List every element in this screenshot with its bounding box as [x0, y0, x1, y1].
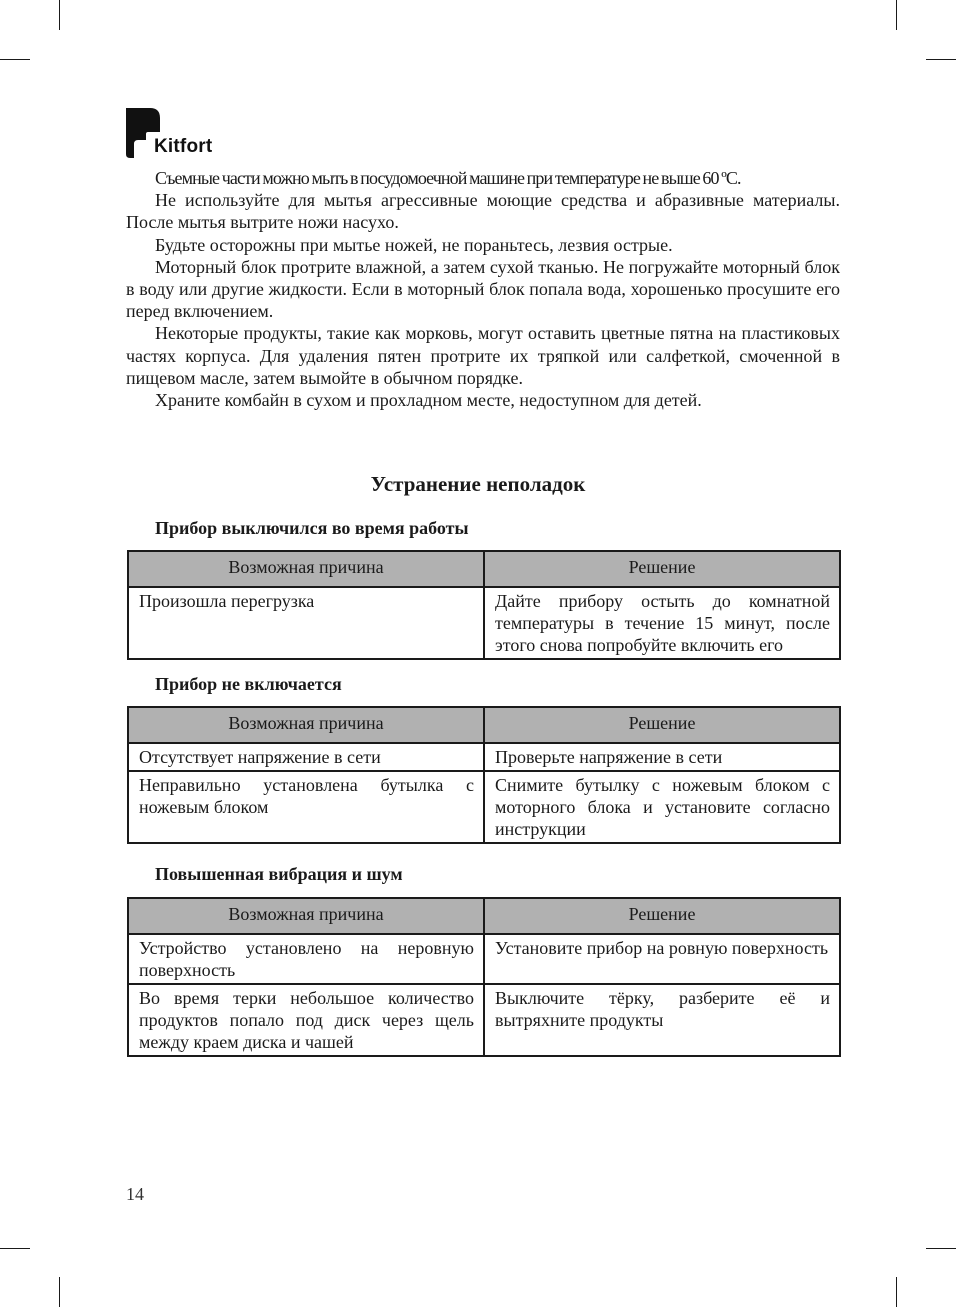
solution-cell: Выключите тёрку, разберите её и вытряхните продукты: [484, 984, 840, 1056]
solution-cell: Дайте прибору остыть до комнатной температуры в течение 15 минут, после этого снова попробуйте включить его: [484, 587, 840, 659]
paragraph: Съемные части можно мыть в посудомоечной машине при температуре не выше 60 ºС.: [155, 168, 741, 188]
header-solution: Решение: [484, 707, 840, 743]
cause-cell: Произошла перегрузка: [128, 587, 484, 659]
table-heading: Прибор не включается: [155, 674, 342, 694]
header-cause: Возможная причина: [128, 707, 484, 743]
paragraph: Некоторые продукты, такие как морковь, могут оставить цветные пятна на пластиковых частях корпуса. Для удаления пятен протрите их тряпкой или салфеткой, смоченной в пищевом масле, затем вымойте в обычном порядке.: [126, 323, 840, 388]
header-cause: Возможная причина: [128, 898, 484, 934]
solution-cell: Снимите бутылку с ножевым блоком с моторного блока и установите согласно инструкции: [484, 771, 840, 843]
page-number: 14: [126, 1184, 144, 1204]
cause-cell: Отсутствует напряжение в сети: [128, 743, 484, 771]
crop-mark: [896, 1277, 897, 1307]
crop-mark: [59, 1277, 60, 1307]
table-header-row: [128, 898, 840, 934]
crop-mark: [59, 0, 60, 30]
table-row: [128, 743, 840, 771]
table-heading: Прибор выключился во время работы: [155, 518, 469, 538]
cause-cell: Во время терки небольшое количество продуктов попало под диск через щель между краем диска и чашей: [128, 984, 484, 1056]
header-solution: Решение: [484, 551, 840, 587]
header-cause: Возможная причина: [128, 551, 484, 587]
paragraph: Будьте осторожны при мытье ножей, не пораньтесь, лезвия острые.: [155, 234, 673, 255]
table-header-row: [128, 707, 840, 743]
cause-cell: Неправильно установлена бутылка с ножевым блоком: [128, 771, 484, 843]
solution-cell: Установите прибор на ровную поверхность: [484, 934, 840, 984]
troubleshooting-table: [127, 706, 841, 844]
paragraph: Не используйте для мытья агрессивные моющие средства и абразивные материалы. После мытья вытрите ножи насухо.: [126, 190, 840, 233]
brand-name: Kitfort: [154, 136, 213, 157]
crop-mark: [0, 1248, 30, 1249]
table-row: [128, 934, 840, 984]
header-solution: Решение: [484, 898, 840, 934]
solution-cell: Проверьте напряжение в сети: [484, 743, 840, 771]
crop-mark: [0, 59, 30, 60]
paragraph: Моторный блок протрите влажной, а затем сухой тканью. Не погружайте моторный блок в воду или другие жидкости. Если в моторный блок попала вода, хорошенько просушите его перед включением.: [126, 256, 840, 322]
table-header-row: [128, 551, 840, 587]
paragraph: Храните комбайн в сухом и прохладном месте, недоступном для детей.: [155, 390, 702, 411]
crop-mark: [926, 1248, 956, 1249]
crop-mark: [926, 59, 956, 60]
table-row: [128, 771, 840, 843]
table-heading: Повышенная вибрация и шум: [155, 864, 403, 884]
care-instructions: [126, 167, 840, 411]
troubleshooting-table: [127, 550, 841, 660]
section-title: Устранение неполадок: [370, 472, 586, 496]
table-row: [128, 587, 840, 659]
crop-mark: [896, 0, 897, 30]
troubleshooting-table: [127, 897, 841, 1057]
cause-cell: Устройство установлено на неровную поверхность: [128, 934, 484, 984]
table-row: [128, 984, 840, 1056]
brand-logo: [126, 108, 246, 158]
